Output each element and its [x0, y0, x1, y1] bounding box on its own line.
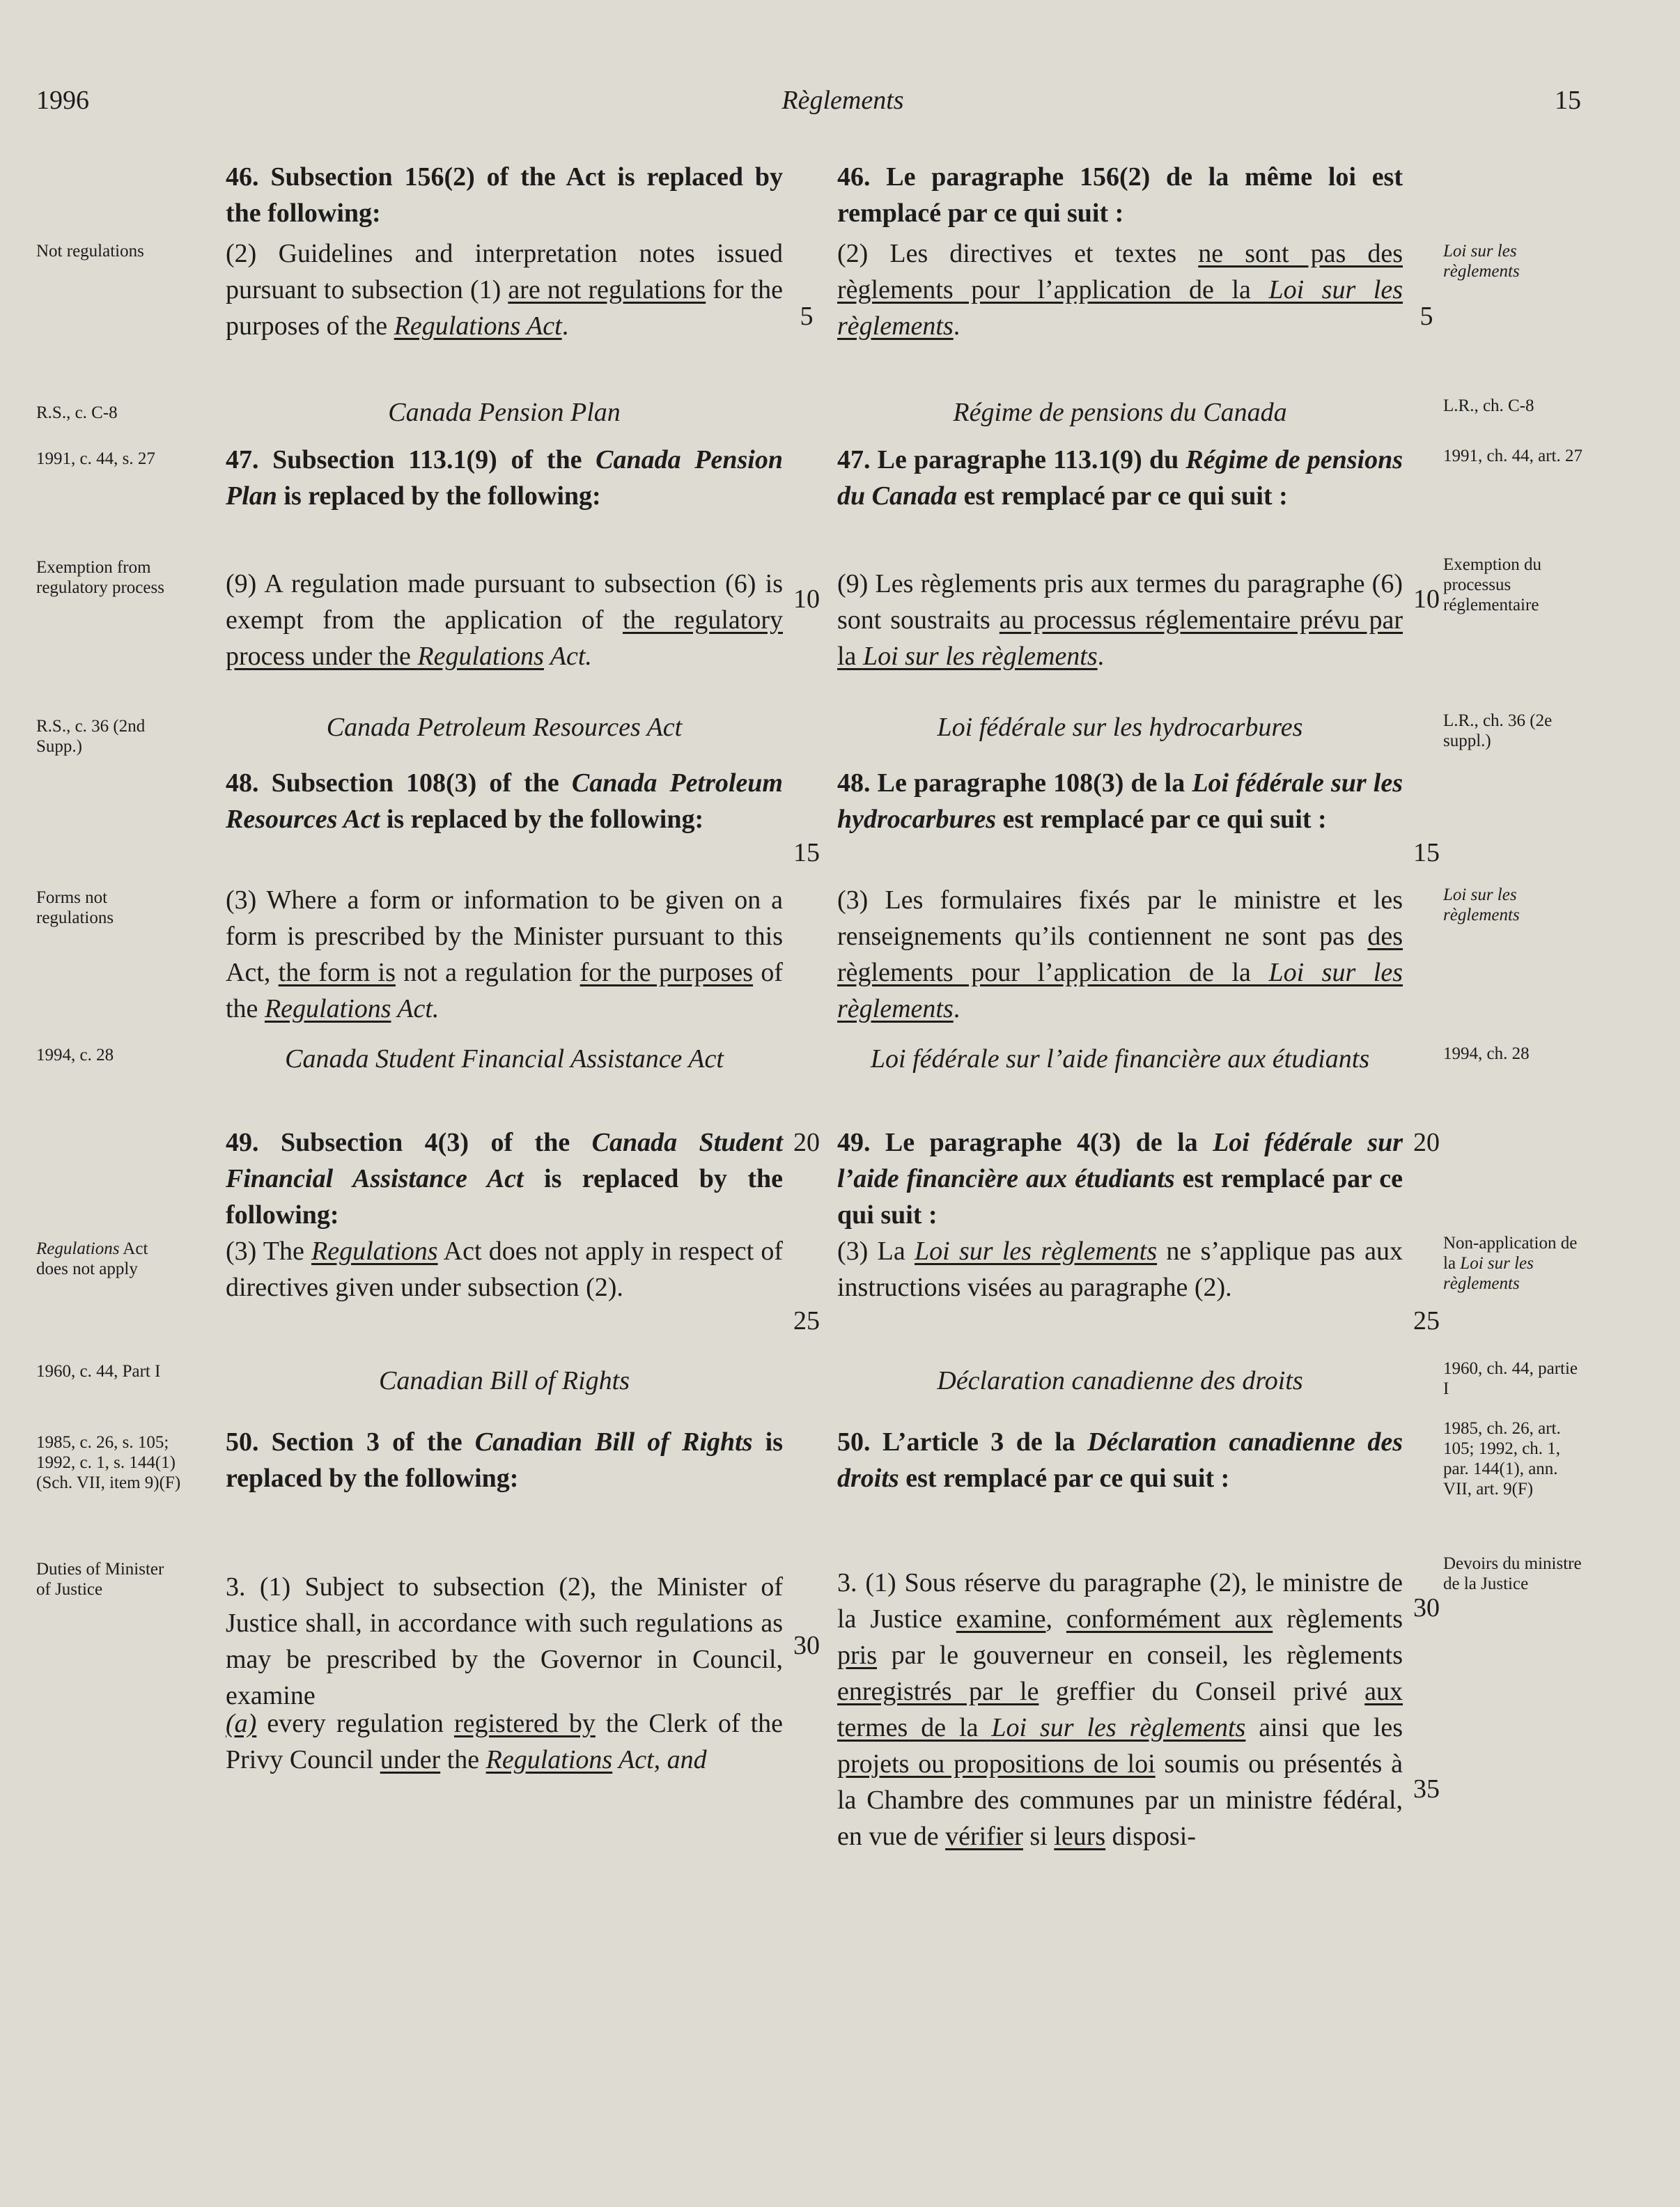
line-number: 20: [1413, 1128, 1440, 1157]
fr-act-title: Déclaration canadienne des droits: [937, 1366, 1303, 1395]
en-section-48-heading: 48. Subsection 108(3) of the Canada Petroleum Resources Act is replaced by the following:: [226, 768, 783, 834]
page-year: 1996: [36, 86, 89, 115]
line-number: 5: [1420, 302, 1433, 331]
fr-margin-note: 1960, ch. 44, partie I: [1443, 1359, 1578, 1398]
en-margin-note: Not regulations: [36, 242, 144, 261]
en-act-title: Canadian Bill of Rights: [379, 1366, 630, 1395]
line-number: 5: [800, 302, 814, 331]
en-margin-note: Exemption from regulatory process: [36, 558, 164, 597]
en-margin-note: 1991, c. 44, s. 27: [36, 449, 155, 468]
fr-margin-note: Non-application de la Loi sur les règlements: [1443, 1234, 1578, 1293]
fr-margin-note: 1994, ch. 28: [1443, 1044, 1530, 1063]
page-title: Règlements: [781, 86, 904, 115]
fr-act-title: Régime de pensions du Canada: [953, 398, 1287, 427]
en-section-50-heading: 50. Section 3 of the Canadian Bill of Rights is replaced by the following:: [226, 1427, 783, 1493]
fr-act-title: Loi fédérale sur l’aide financière aux étudiants: [870, 1044, 1370, 1074]
en-margin-note: 1994, c. 28: [36, 1046, 114, 1064]
fr-margin-note: Loi sur les règlements: [1443, 885, 1520, 924]
en-section-47-heading: 47. Subsection 113.1(9) of the Canada Pension Plan is replaced by the following:: [226, 445, 783, 511]
fr-margin-note: L.R., ch. C-8: [1443, 396, 1534, 415]
fr-margin-note: Exemption du processus réglementaire: [1443, 555, 1541, 614]
line-number: 35: [1413, 1774, 1440, 1804]
line-number: 30: [793, 1631, 820, 1660]
line-number: 15: [793, 838, 820, 867]
fr-section-3-1: 3. (1) Sous réserve du paragraphe (2), le ministre de la Justice examine, conformément aux règlements pris par le gouverneur en conseil, les règlements enregistrés par le greffier du Conseil privé aux termes de la Loi sur les règlements ainsi que les projets ou propositions de loi soumis ou présentés à la Chambre des communes par un ministre fédéral, en vue de vérifier si leurs disposi-: [837, 1568, 1403, 1851]
en-paragraph-3-1-a: (a) every regulation registered by the Clerk of the Privy Council under the Regulations Act, and: [226, 1709, 783, 1774]
fr-margin-note: 1985, ch. 26, art. 105; 1992, ch. 1, par. 144(1), ann. VII, art. 9(F): [1443, 1419, 1561, 1499]
fr-subsection-46-2: (2) Les directives et textes ne sont pas des règlements pour l’application de la Loi sur les règlements.: [837, 239, 1403, 341]
fr-subsection-49-3: (3) La Loi sur les règlements ne s’applique pas aux instructions visées au paragraphe (2).: [837, 1237, 1403, 1302]
line-number: 25: [1413, 1306, 1440, 1335]
line-number: 10: [1413, 584, 1440, 614]
en-margin-note: R.S., c. C-8: [36, 403, 118, 422]
line-number: 15: [1413, 838, 1440, 867]
en-margin-note: 1960, c. 44, Part I: [36, 1362, 161, 1381]
fr-section-46-heading: 46. Le paragraphe 156(2) de la même loi est remplacé par ce qui suit :: [837, 162, 1403, 228]
fr-act-title: Loi fédérale sur les hydrocarbures: [937, 713, 1303, 742]
fr-section-50-heading: 50. L’article 3 de la Déclaration canadienne des droits est remplacé par ce qui suit :: [837, 1427, 1403, 1493]
en-subsection-48-3: (3) Where a form or information to be given on a form is prescribed by the Minister pursuant to this Act, the form is not a regulation for the purposes of the Regulations Act.: [226, 885, 784, 1023]
fr-section-47-heading: 47. Le paragraphe 113.1(9) du Régime de pensions du Canada est remplacé par ce qui suit :: [837, 445, 1403, 511]
en-subsection-46-2: (2) Guidelines and interpretation notes issued pursuant to subsection (1) are not regulations for the purposes of the Regulations Act.: [226, 239, 783, 341]
en-subsection-47-9: (9) A regulation made pursuant to subsection (6) is exempt from the application of the regulatory process under the Regulations Act.: [226, 569, 783, 671]
en-act-title: Canada Student Financial Assistance Act: [285, 1044, 724, 1074]
en-margin-note: R.S., c. 36 (2nd Supp.): [36, 717, 146, 756]
fr-subsection-47-9: (9) Les règlements pris aux termes du paragraphe (6) sont soustraits au processus réglementaire prévu par la Loi sur les règlements.: [837, 569, 1403, 671]
en-act-title: Canada Petroleum Resources Act: [326, 713, 683, 742]
line-number: 20: [793, 1128, 820, 1157]
en-section-49-heading: 49. Subsection 4(3) of the Canada Student Financial Assistance Act is replaced by the following:: [226, 1128, 783, 1230]
fr-section-49-heading: 49. Le paragraphe 4(3) de la Loi fédérale sur l’aide financière aux étudiants est remplacé par ce qui suit :: [837, 1128, 1403, 1230]
en-margin-note: Duties of Minister of Justice: [36, 1560, 164, 1599]
line-number: 30: [1413, 1593, 1440, 1623]
line-number: 25: [793, 1306, 820, 1335]
en-subsection-49-3: (3) The Regulations Act does not apply in respect of directives given under subsection (2).: [226, 1237, 784, 1302]
page-number: 15: [1555, 86, 1581, 115]
fr-section-48-heading: 48. Le paragraphe 108(3) de la Loi fédérale sur les hydrocarbures est remplacé par ce qui suit :: [837, 768, 1403, 834]
en-margin-note: 1985, c. 26, s. 105; 1992, c. 1, s. 144(1)(Sch. VII, item 9)(F): [36, 1433, 181, 1492]
fr-margin-note: 1991, ch. 44, art. 27: [1443, 447, 1582, 465]
fr-margin-note: Loi sur les règlements: [1443, 242, 1520, 281]
en-act-title: Canada Pension Plan: [388, 398, 621, 427]
fr-margin-note: Devoirs du ministre de la Justice: [1443, 1554, 1582, 1593]
line-number: 10: [793, 584, 820, 614]
en-section-46-heading: 46. Subsection 156(2) of the Act is replaced by the following:: [226, 162, 784, 228]
fr-subsection-48-3: (3) Les formulaires fixés par le ministre et les renseignements qu’ils contiennent ne sont pas des règlements pour l’application de la Loi sur les règlements.: [837, 885, 1403, 1023]
fr-margin-note: L.R., ch. 36 (2e suppl.): [1443, 711, 1553, 750]
en-section-3-1: 3. (1) Subject to subsection (2), the Minister of Justice shall, in accordance with such regulations as may be prescribed by the Governor in Council, examine: [226, 1572, 783, 1710]
en-margin-note: Regulations Act does not apply: [36, 1239, 148, 1278]
en-margin-note: Forms not regulations: [36, 888, 114, 927]
